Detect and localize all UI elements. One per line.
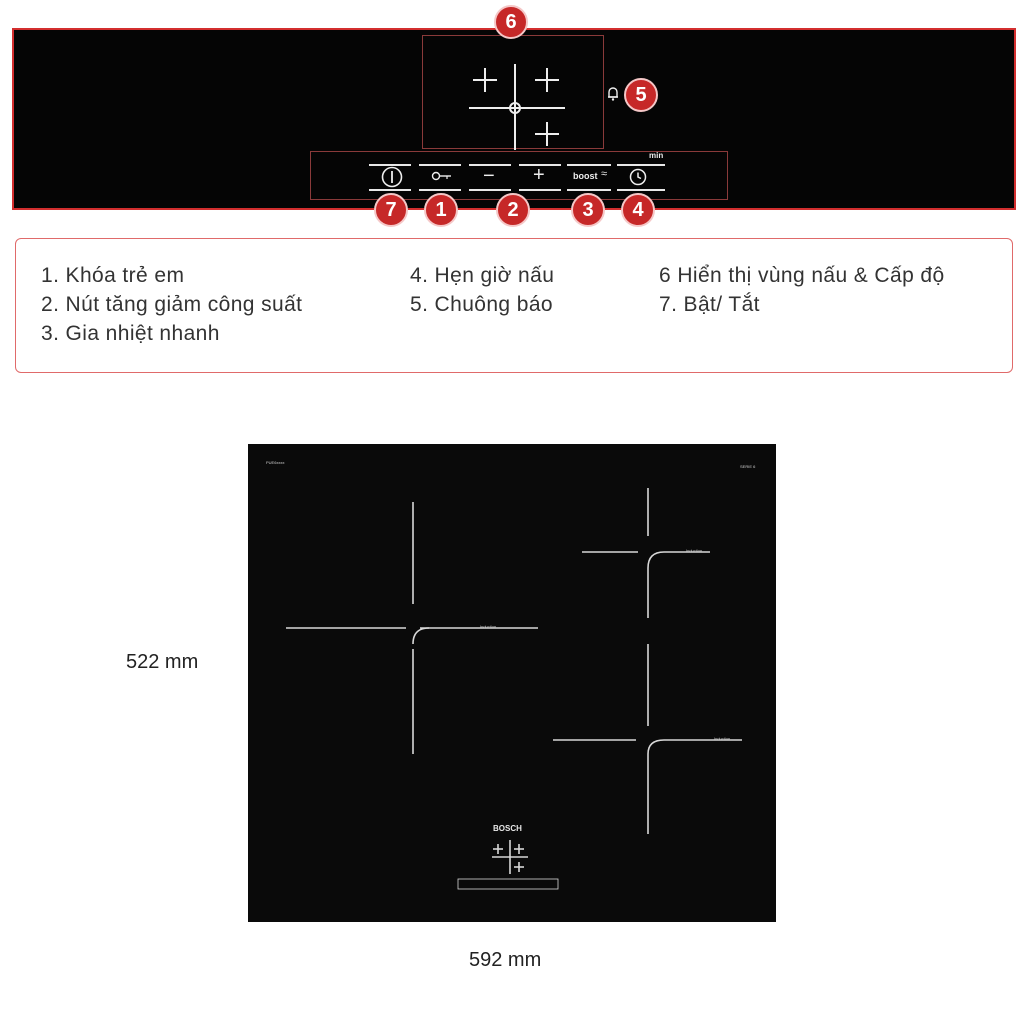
model-label: PUE6xxxx [266,460,285,465]
legend-item: 1. Khóa trẻ em [41,264,185,287]
callout-6: 6 [494,5,528,39]
legend-column-1 [41,261,302,348]
control-panel-closeup [12,28,1016,210]
cooking-zones-graphic [248,444,776,922]
legend-item: 5. Chuông báo [410,293,553,316]
width-dimension: 592 mm [469,949,542,971]
zone-label-left: Induction [480,624,497,629]
zone-label-bottom-right: Induction [714,736,731,741]
control-strip [310,151,728,200]
legend-item: 7. Bật/ Tắt [659,293,760,316]
legend-item: 3. Gia nhiệt nhanh [41,322,220,345]
segment-line [519,189,561,191]
callout-4: 4 [621,193,655,227]
key-lock-icon[interactable] [431,170,453,182]
boost-chevron-icon: ≈ [601,168,608,180]
bosch-logo: BOSCH [493,824,522,833]
legend-box [15,238,1013,373]
zone-display-area [422,35,604,149]
callout-1: 1 [424,193,458,227]
callout-3: 3 [571,193,605,227]
legend-column-3 [659,261,945,319]
boost-button[interactable]: boost [573,171,598,181]
serie-label: SERIE 6 [740,464,756,469]
legend-item: 6 Hiển thị vùng nấu & Cấp độ [659,264,945,287]
callout-7: 7 [374,193,408,227]
segment-line [567,164,611,166]
segment-line [369,189,411,191]
legend-item: 4. Hẹn giờ nấu [410,264,555,287]
height-dimension: 522 mm [126,651,199,673]
legend-item: 2. Nút tăng giảm công suất [41,293,303,316]
zone-label-top-right: Induction [686,548,703,553]
zone-cross-icons [423,36,605,150]
plus-button[interactable]: + [533,164,545,186]
callout-5: 5 [624,78,658,112]
segment-line [419,164,461,166]
segment-line [567,189,611,191]
minus-button[interactable]: − [483,165,495,187]
segment-line [469,189,511,191]
clock-icon[interactable] [629,168,647,186]
power-button-icon[interactable] [381,166,403,188]
min-label: min [649,151,664,160]
legend-column-2 [410,261,554,319]
segment-line [617,189,665,191]
bell-icon[interactable] [606,86,620,102]
segment-line [419,189,461,191]
callout-2: 2 [496,193,530,227]
segment-line [617,164,665,166]
cooktop-top-view [248,444,776,922]
